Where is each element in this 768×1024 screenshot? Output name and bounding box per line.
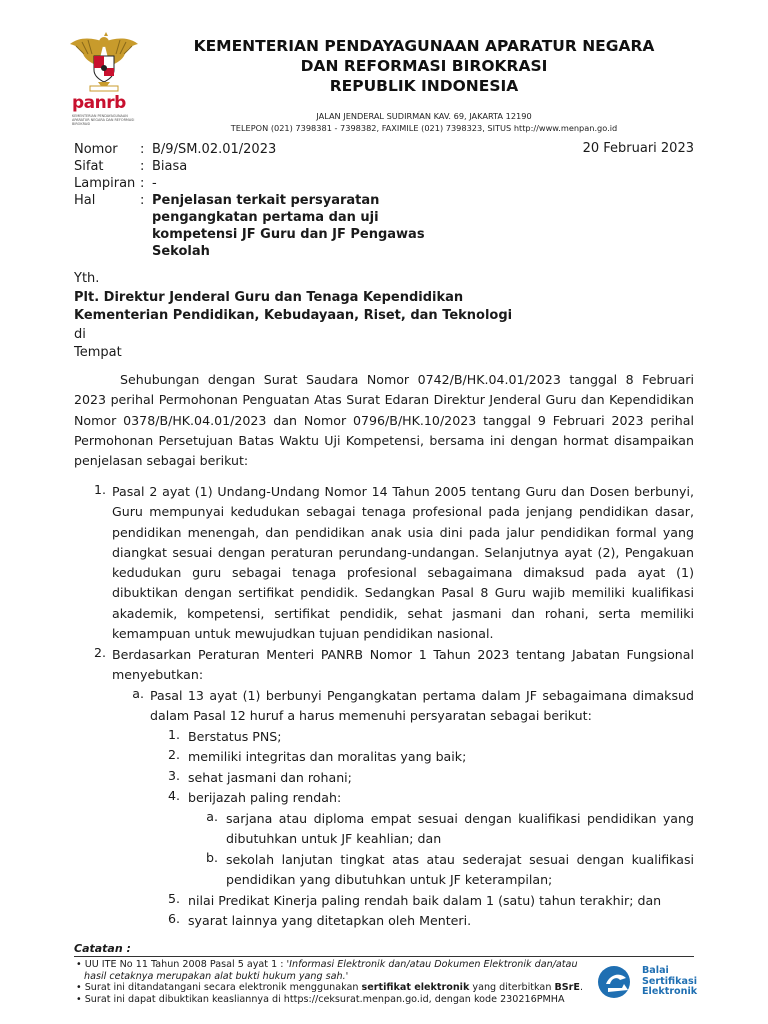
footer-divider bbox=[74, 956, 694, 957]
sifat-label: Sifat bbox=[74, 159, 104, 174]
bsre-logo-text: Balai Sertifikasi Elektronik bbox=[642, 965, 698, 997]
colon: : bbox=[140, 176, 145, 191]
footer-note-2: • Surat ini ditandatangani secara elektronik menggunakan sertifikat elektronik yang diterbitkan BSrE. bbox=[76, 982, 584, 993]
ministry-name-line1: KEMENTERIAN PENDAYAGUNAAN APARATUR NEGARA bbox=[193, 37, 655, 55]
list-item: syarat lainnya yang ditetapkan oleh Menteri. bbox=[188, 913, 472, 928]
list-number: 5. bbox=[167, 891, 180, 906]
item-number: 2. bbox=[93, 645, 106, 660]
hal-label: Hal bbox=[74, 193, 96, 208]
ministry-contact bbox=[140, 122, 708, 134]
addressee-title: Plt. Direktur Jenderal Guru dan Tenaga Kependidikan bbox=[74, 289, 464, 305]
garuda-emblem-icon bbox=[68, 32, 140, 94]
ministry-name-line3: REPUBLIK INDONESIA bbox=[329, 77, 519, 95]
ministry-website-link[interactable]: TELEPON (021) 7398381 - 7398382, FAXIMILE (021) 7398323, SITUS http://www.menpan.go.id bbox=[230, 123, 618, 133]
list-number: 6. bbox=[167, 911, 180, 926]
list-item: nilai Predikat Kinerja paling rendah baik dalam 1 (satu) tahun terakhir; dan bbox=[188, 893, 662, 908]
intro-paragraph: Sehubungan dengan Surat Saudara Nomor 0742/B/HK.04.01/2023 tanggal 8 Februari 2023 perihal Permohonan Penguatan Atas Surat Edaran Direktur Jenderal Guru dan Kependidikan Nomor 0378/B/HK.04.01/2023 dan Nomor 0796/B/HK.10/2023 tanggal 9 Februari 2023 perihal Permohonan Persetujuan Batas Waktu Uji Kompetensi, bersama ini dengan hormat disampaikan penjelasan sebagai berikut: bbox=[74, 372, 694, 469]
lampiran-value: - bbox=[152, 176, 157, 191]
list-letter: b. bbox=[206, 850, 218, 865]
panrb-logo-text: panrb bbox=[72, 93, 126, 113]
footer-note-3: • Surat ini dapat dibuktikan keasliannya di https://ceksurat.menpan.go.id, dengan kode 230216PMHA bbox=[76, 993, 565, 1005]
letter-date: 20 Februari 2023 bbox=[582, 141, 694, 156]
list-letter: a. bbox=[206, 809, 218, 824]
hal-value-line2: pengangkatan pertama dan uji bbox=[152, 210, 379, 225]
hal-value-line4: Sekolah bbox=[152, 244, 210, 259]
item-number: 1. bbox=[93, 482, 106, 497]
addressee-place: Tempat bbox=[74, 345, 122, 360]
list-number: 2. bbox=[167, 747, 180, 762]
list-item: sehat jasmani dan rohani; bbox=[188, 770, 352, 785]
ministry-address: JALAN JENDERAL SUDIRMAN KAV. 69, JAKARTA 12190 bbox=[316, 111, 532, 121]
hal-value-line1: Penjelasan terkait persyaratan bbox=[152, 193, 380, 208]
colon: : bbox=[140, 142, 145, 157]
nomor-label: Nomor bbox=[74, 142, 118, 157]
ministry-name-line2: DAN REFORMASI BIROKRASI bbox=[300, 57, 548, 75]
item-2-text: Berdasarkan Peraturan Menteri PANRB Nomor 1 Tahun 2023 tentang Jabatan Fungsional menyebutkan: bbox=[112, 647, 694, 683]
list-number: 3. bbox=[167, 768, 180, 783]
nomor-value: B/9/SM.02.01/2023 bbox=[152, 142, 277, 157]
list-item: sekolah lanjutan tingkat atas atau sederajat sesuai dengan kualifikasi pendidikan yang dibutuhkan untuk JF keterampilan; bbox=[226, 852, 694, 888]
list-item: sarjana atau diploma empat sesuai dengan kualifikasi pendidikan yang dibutuhkan untuk JF keahlian; dan bbox=[226, 811, 694, 847]
letter-meta bbox=[74, 141, 452, 260]
footer-notes bbox=[74, 959, 594, 1005]
yth-label: Yth. bbox=[74, 271, 100, 286]
list-number: 4. bbox=[167, 788, 180, 803]
addressee-institution: Kementerian Pendidikan, Kebudayaan, Riset, dan Teknologi bbox=[74, 308, 513, 323]
catatan-heading: Catatan : bbox=[74, 942, 131, 955]
list-item: Berstatus PNS; bbox=[188, 729, 282, 744]
lampiran-label: Lampiran bbox=[74, 176, 136, 191]
sifat-value: Biasa bbox=[152, 159, 188, 174]
list-item: memiliki integritas dan moralitas yang baik; bbox=[188, 749, 467, 764]
panrb-logo-subtitle: KEMENTERIAN PENDAYAGUNAAN APARATUR NEGARA DAN REFORMASI BIROKRASI bbox=[72, 114, 135, 126]
subitem-letter: a. bbox=[132, 686, 144, 701]
item-1-text: Pasal 2 ayat (1) Undang-Undang Nomor 14 Tahun 2005 tentang Guru dan Dosen berbunyi, Guru mempunyai kedudukan sebagai tenaga profesional pada jenjang pendidikan dasar, pendidikan menengah, dan pendidikan anak usia dini pada jalur pendidikan formal yang diangkat sesuai dengan peraturan perundang-undangan. Selanjutnya ayat (2), Pengakuan kedudukan guru sebagai tenaga profesional sebagaimana dimaksud pada ayat (1) dibuktikan dengan sertifikat pendidik. Sedangkan Pasal 8 Guru wajib memiliki kualifikasi akademik, kompetensi, sertifikat pendidik, sehat jasmani dan rohani, serta memiliki kemampuan untuk mewujudkan tujuan pendidikan nasional. bbox=[112, 484, 694, 642]
colon: : bbox=[140, 159, 145, 174]
item-2a-text: Pasal 13 ayat (1) berbunyi Pengangkatan pertama dalam JF sebagaimana dimaksud dalam Pasal 12 huruf a harus memenuhi persyaratan sebagai berikut: bbox=[150, 688, 694, 724]
hal-value-line3: kompetensi JF Guru dan JF Pengawas bbox=[152, 227, 425, 242]
addressee-block bbox=[74, 270, 512, 363]
letterhead bbox=[140, 36, 708, 134]
colon: : bbox=[140, 193, 145, 208]
list-item: berijazah paling rendah: bbox=[188, 790, 342, 805]
footer-note-1: • UU ITE No 11 Tahun 2008 Pasal 5 ayat 1 : 'Informasi Elektronik dan/atau Dokumen Elektronik dan/atau hasil cetaknya merupakan alat bukti hukum yang sah.' bbox=[76, 959, 578, 982]
addressee-di: di bbox=[74, 326, 86, 342]
list-number: 1. bbox=[167, 727, 180, 742]
